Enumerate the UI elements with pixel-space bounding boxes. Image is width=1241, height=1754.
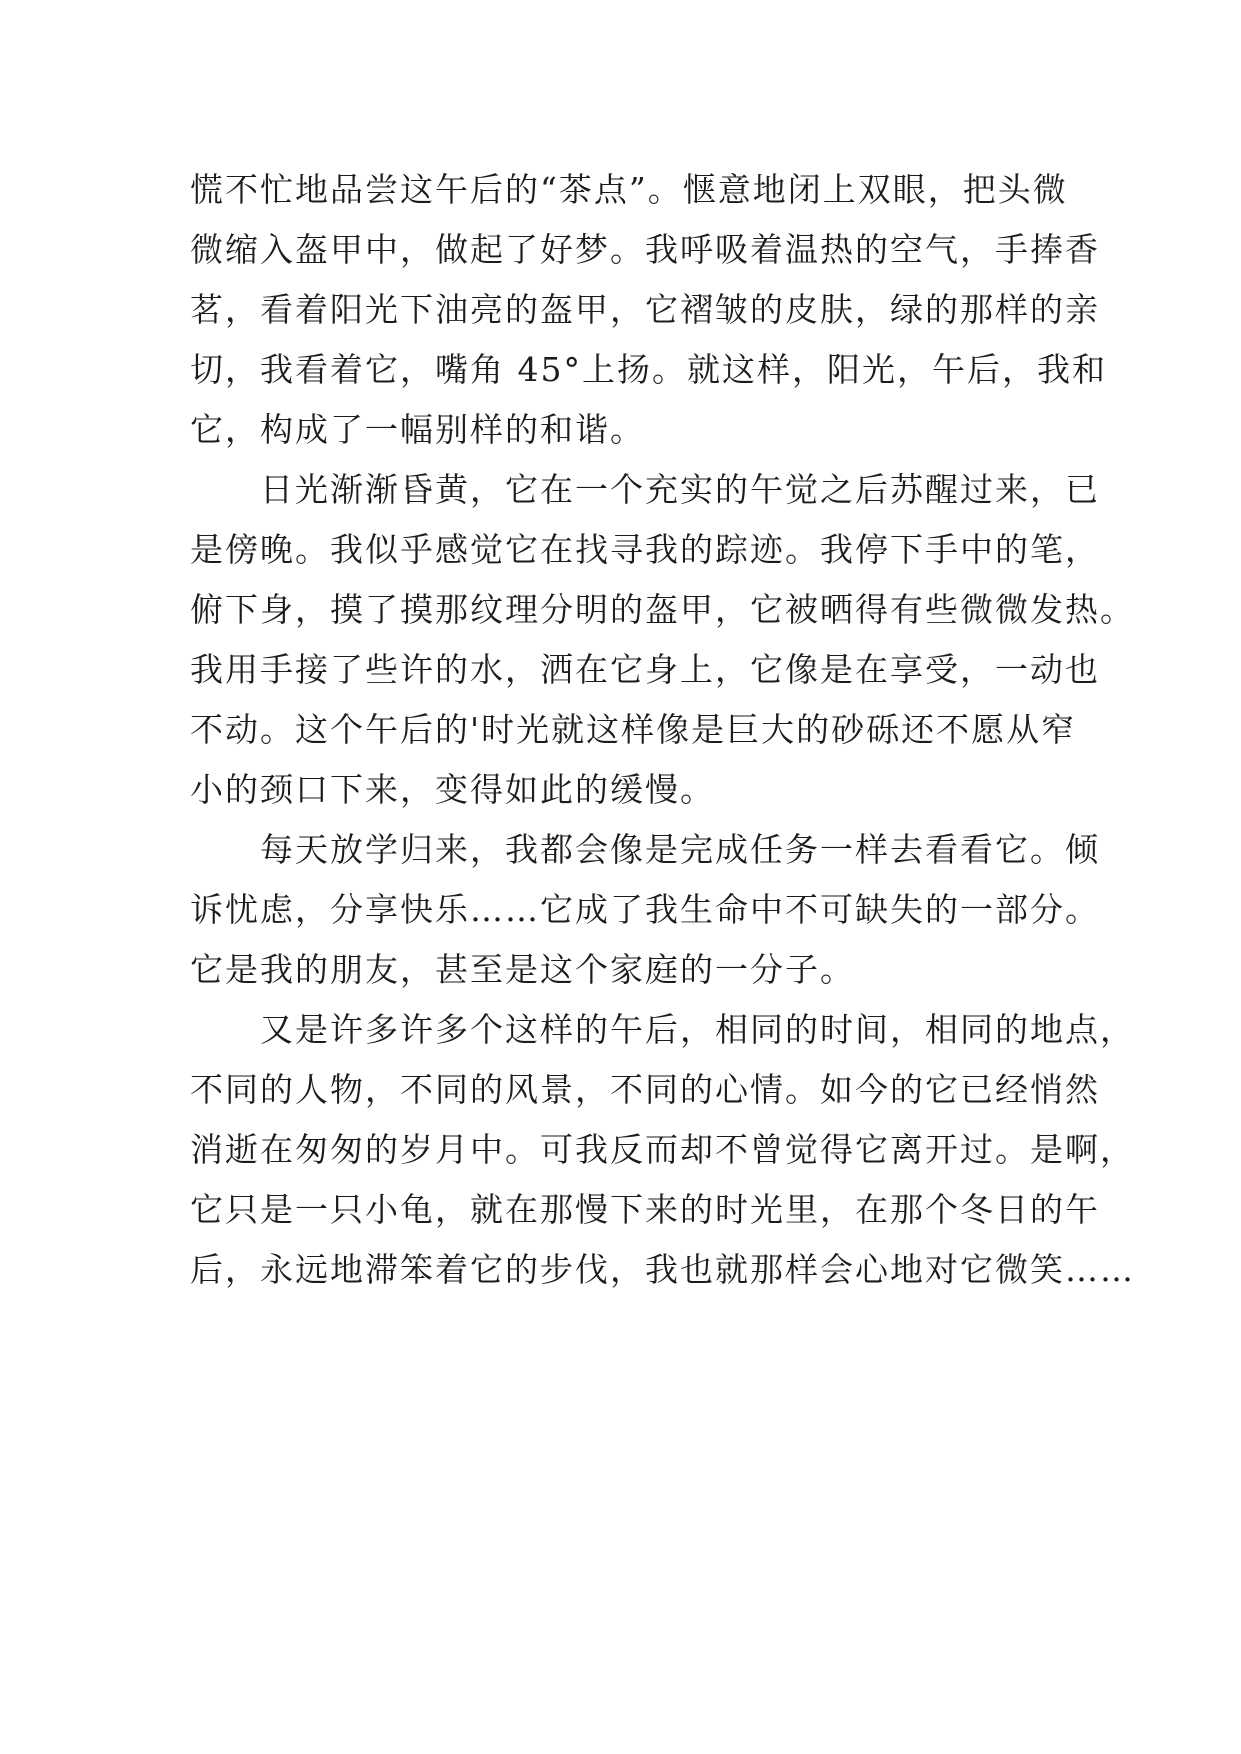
text-line: 俯下身，摸了摸那纹理分明的盔甲，它被晒得有些微微发热。 <box>190 590 1135 629</box>
text-line: 每天放学归来，我都会像是完成任务一样去看看它。倾 <box>190 830 1100 869</box>
text-line: 我用手接了些许的水，洒在它身上，它像是在享受，一动也 <box>190 650 1100 689</box>
text-line: 诉忧虑，分享快乐……它成了我生命中不可缺失的一部分。 <box>190 890 1100 929</box>
text-line: 又是许多许多个这样的午后，相同的时间，相同的地点， <box>190 1010 1135 1049</box>
text-line: 小的颈口下来，变得如此的缓慢。 <box>190 770 715 809</box>
text-line: 不同的人物，不同的风景，不同的心情。如今的它已经悄然 <box>190 1070 1100 1109</box>
text-line: 慌不忙地品尝这午后的“茶点”。惬意地闭上双眼，把头微 <box>190 170 1068 209</box>
text-line: 它是我的朋友，甚至是这个家庭的一分子。 <box>190 950 855 989</box>
text-line: 切，我看着它，嘴角 45°上扬。就这样，阳光，午后，我和 <box>190 350 1107 389</box>
essay-text <box>190 160 1135 1300</box>
text-line: 后，永远地滞笨着它的步伐，我也就那样会心地对它微笑…… <box>190 1250 1135 1289</box>
text-line: 微缩入盔甲中，做起了好梦。我呼吸着温热的空气，手捧香 <box>190 230 1100 269</box>
text-line: 消逝在匆匆的岁月中。可我反而却不曾觉得它离开过。是啊， <box>190 1130 1135 1169</box>
text-line: 不动。这个午后的'时光就这样像是巨大的砂砾还不愿从窄 <box>190 710 1077 749</box>
text-line: 它，构成了一幅别样的和谐。 <box>190 410 645 449</box>
text-line: 日光渐渐昏黄，它在一个充实的午觉之后苏醒过来，已 <box>190 470 1100 509</box>
text-line: 它只是一只小龟，就在那慢下来的时光里，在那个冬日的午 <box>190 1190 1100 1229</box>
text-line: 茗，看着阳光下油亮的盔甲，它褶皱的皮肤，绿的那样的亲 <box>190 290 1100 329</box>
text-line: 是傍晚。我似乎感觉它在找寻我的踪迹。我停下手中的笔， <box>190 530 1100 569</box>
